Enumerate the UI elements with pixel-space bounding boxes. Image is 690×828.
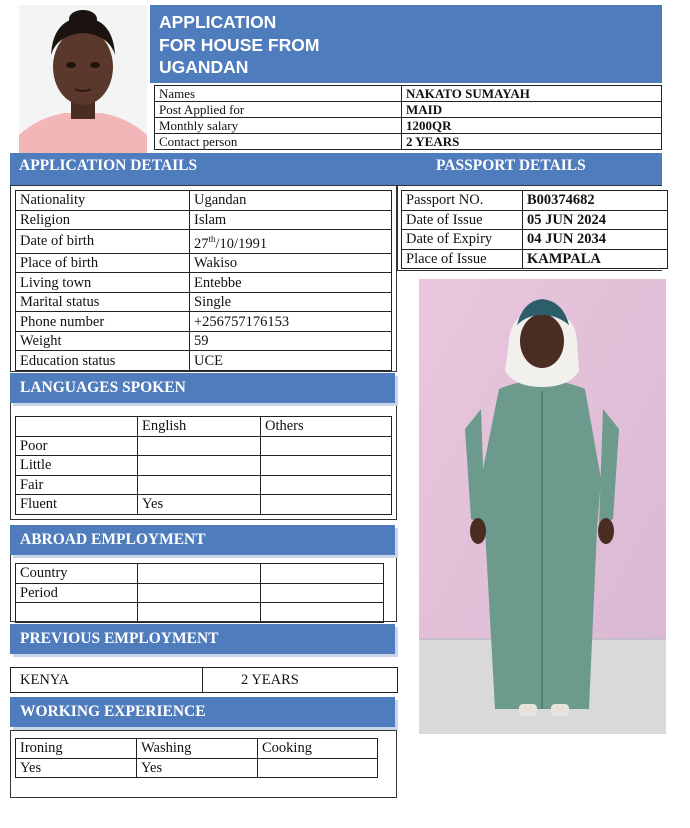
languages-column-header: Others	[261, 417, 392, 437]
table-row	[16, 475, 392, 495]
detail-label: Marital status	[16, 292, 190, 312]
personal-info-table	[154, 85, 662, 150]
english-cell	[138, 436, 261, 456]
table-row	[16, 273, 392, 293]
table-row	[155, 102, 662, 118]
personal-label: Names	[155, 86, 402, 102]
table-row	[402, 191, 668, 211]
detail-label: Date of birth	[16, 230, 190, 254]
title-line-1: APPLICATION	[159, 12, 277, 32]
passport-value: KAMPALA	[523, 249, 668, 269]
dob-day: 27	[194, 235, 209, 252]
detail-label: Phone number	[16, 312, 190, 332]
passport-label: Date of Expiry	[402, 230, 523, 250]
table-row	[16, 351, 392, 371]
languages-heading: LANGUAGES SPOKEN	[10, 373, 395, 403]
others-cell	[261, 456, 392, 476]
detail-value: 59	[190, 331, 392, 351]
detail-value: +256757176153	[190, 312, 392, 332]
table-row	[402, 249, 668, 269]
detail-label: Education status	[16, 351, 190, 371]
abroad-cell	[138, 583, 261, 603]
table-row	[16, 253, 392, 273]
detail-label: Living town	[16, 273, 190, 293]
working-experience-table	[15, 738, 378, 778]
passport-label: Date of Issue	[402, 210, 523, 230]
languages-column-header: English	[138, 417, 261, 437]
personal-value: 1200QR	[402, 118, 662, 134]
abroad-label	[16, 603, 138, 623]
detail-label: Place of birth	[16, 253, 190, 273]
others-cell	[261, 495, 392, 515]
passport-value: 05 JUN 2024	[523, 210, 668, 230]
table-row	[16, 210, 392, 230]
applicant-full-body-photo	[419, 279, 666, 734]
skill-answer: Yes	[137, 758, 258, 778]
abroad-cell	[138, 564, 261, 584]
english-cell	[138, 475, 261, 495]
details-heading-bar	[10, 153, 662, 185]
language-level: Fair	[16, 475, 138, 495]
skill-answer	[258, 758, 378, 778]
table-row	[16, 292, 392, 312]
table-row	[16, 191, 392, 211]
abroad-employment-heading: ABROAD EMPLOYMENT	[10, 525, 395, 555]
dob-day-suffix: th	[208, 234, 216, 244]
previous-employment-country: KENYA	[11, 668, 203, 693]
previous-employment-duration: 2 YEARS	[203, 668, 398, 693]
english-cell	[138, 456, 261, 476]
table-row	[16, 312, 392, 332]
table-row	[155, 118, 662, 134]
personal-value: 2 YEARS	[402, 134, 662, 150]
detail-value: Islam	[190, 210, 392, 230]
personal-label: Monthly salary	[155, 118, 402, 134]
detail-value: Ugandan	[190, 191, 392, 211]
passport-value: 04 JUN 2034	[523, 230, 668, 250]
personal-label: Contact person	[155, 134, 402, 150]
detail-value: UCE	[190, 351, 392, 371]
table-row	[155, 134, 662, 150]
document-title-banner	[150, 5, 662, 83]
applicant-headshot-photo	[19, 5, 147, 157]
passport-label: Passport NO.	[402, 191, 523, 211]
skill-label: Washing	[137, 739, 258, 759]
skill-answer: Yes	[16, 758, 137, 778]
abroad-cell	[261, 564, 384, 584]
personal-label: Post Applied for	[155, 102, 402, 118]
table-row	[16, 417, 392, 437]
table-row	[16, 331, 392, 351]
skill-label: Cooking	[258, 739, 378, 759]
language-level: Fluent	[16, 495, 138, 515]
table-row	[11, 668, 398, 693]
languages-table	[15, 416, 392, 515]
title-line-2: FOR HOUSE FROM	[159, 34, 320, 55]
table-row	[16, 739, 378, 759]
abroad-cell	[138, 603, 261, 623]
table-row	[16, 758, 378, 778]
others-cell	[261, 475, 392, 495]
english-cell: Yes	[138, 495, 261, 515]
abroad-label: Period	[16, 583, 138, 603]
language-level: Little	[16, 456, 138, 476]
passport-details-table	[401, 190, 668, 269]
abroad-label: Country	[16, 564, 138, 584]
abroad-cell	[261, 603, 384, 623]
abroad-employment-table	[15, 563, 384, 623]
detail-label: Weight	[16, 331, 190, 351]
passport-label: Place of Issue	[402, 249, 523, 269]
working-experience-heading: WORKING EXPERIENCE	[10, 697, 395, 727]
table-row	[155, 86, 662, 102]
table-row	[16, 230, 392, 254]
language-level: Poor	[16, 436, 138, 456]
passport-value: B00374682	[523, 191, 668, 211]
table-row	[16, 564, 384, 584]
others-cell	[261, 436, 392, 456]
table-row	[402, 230, 668, 250]
detail-value: Entebbe	[190, 273, 392, 293]
skill-label: Ironing	[16, 739, 137, 759]
application-details-heading: APPLICATION DETAILS	[19, 157, 198, 174]
previous-employment-heading: PREVIOUS EMPLOYMENT	[10, 624, 395, 654]
application-details-table	[15, 190, 392, 371]
detail-value: Wakiso	[190, 253, 392, 273]
previous-employment-table	[10, 667, 398, 693]
passport-details-heading: PASSPORT DETAILS	[436, 157, 586, 174]
abroad-cell	[261, 583, 384, 603]
table-row	[16, 583, 384, 603]
table-row	[16, 603, 384, 623]
detail-label: Religion	[16, 210, 190, 230]
table-row	[402, 210, 668, 230]
title-line-3: UGANDAN	[159, 57, 249, 77]
table-row	[16, 456, 392, 476]
detail-value-dob	[190, 230, 392, 254]
personal-value: MAID	[402, 102, 662, 118]
detail-label: Nationality	[16, 191, 190, 211]
detail-value: Single	[190, 292, 392, 312]
dob-month-year: /10/1991	[215, 235, 268, 252]
personal-value: NAKATO SUMAYAH	[402, 86, 662, 102]
languages-column-header	[16, 417, 138, 437]
table-row	[16, 495, 392, 515]
table-row	[16, 436, 392, 456]
